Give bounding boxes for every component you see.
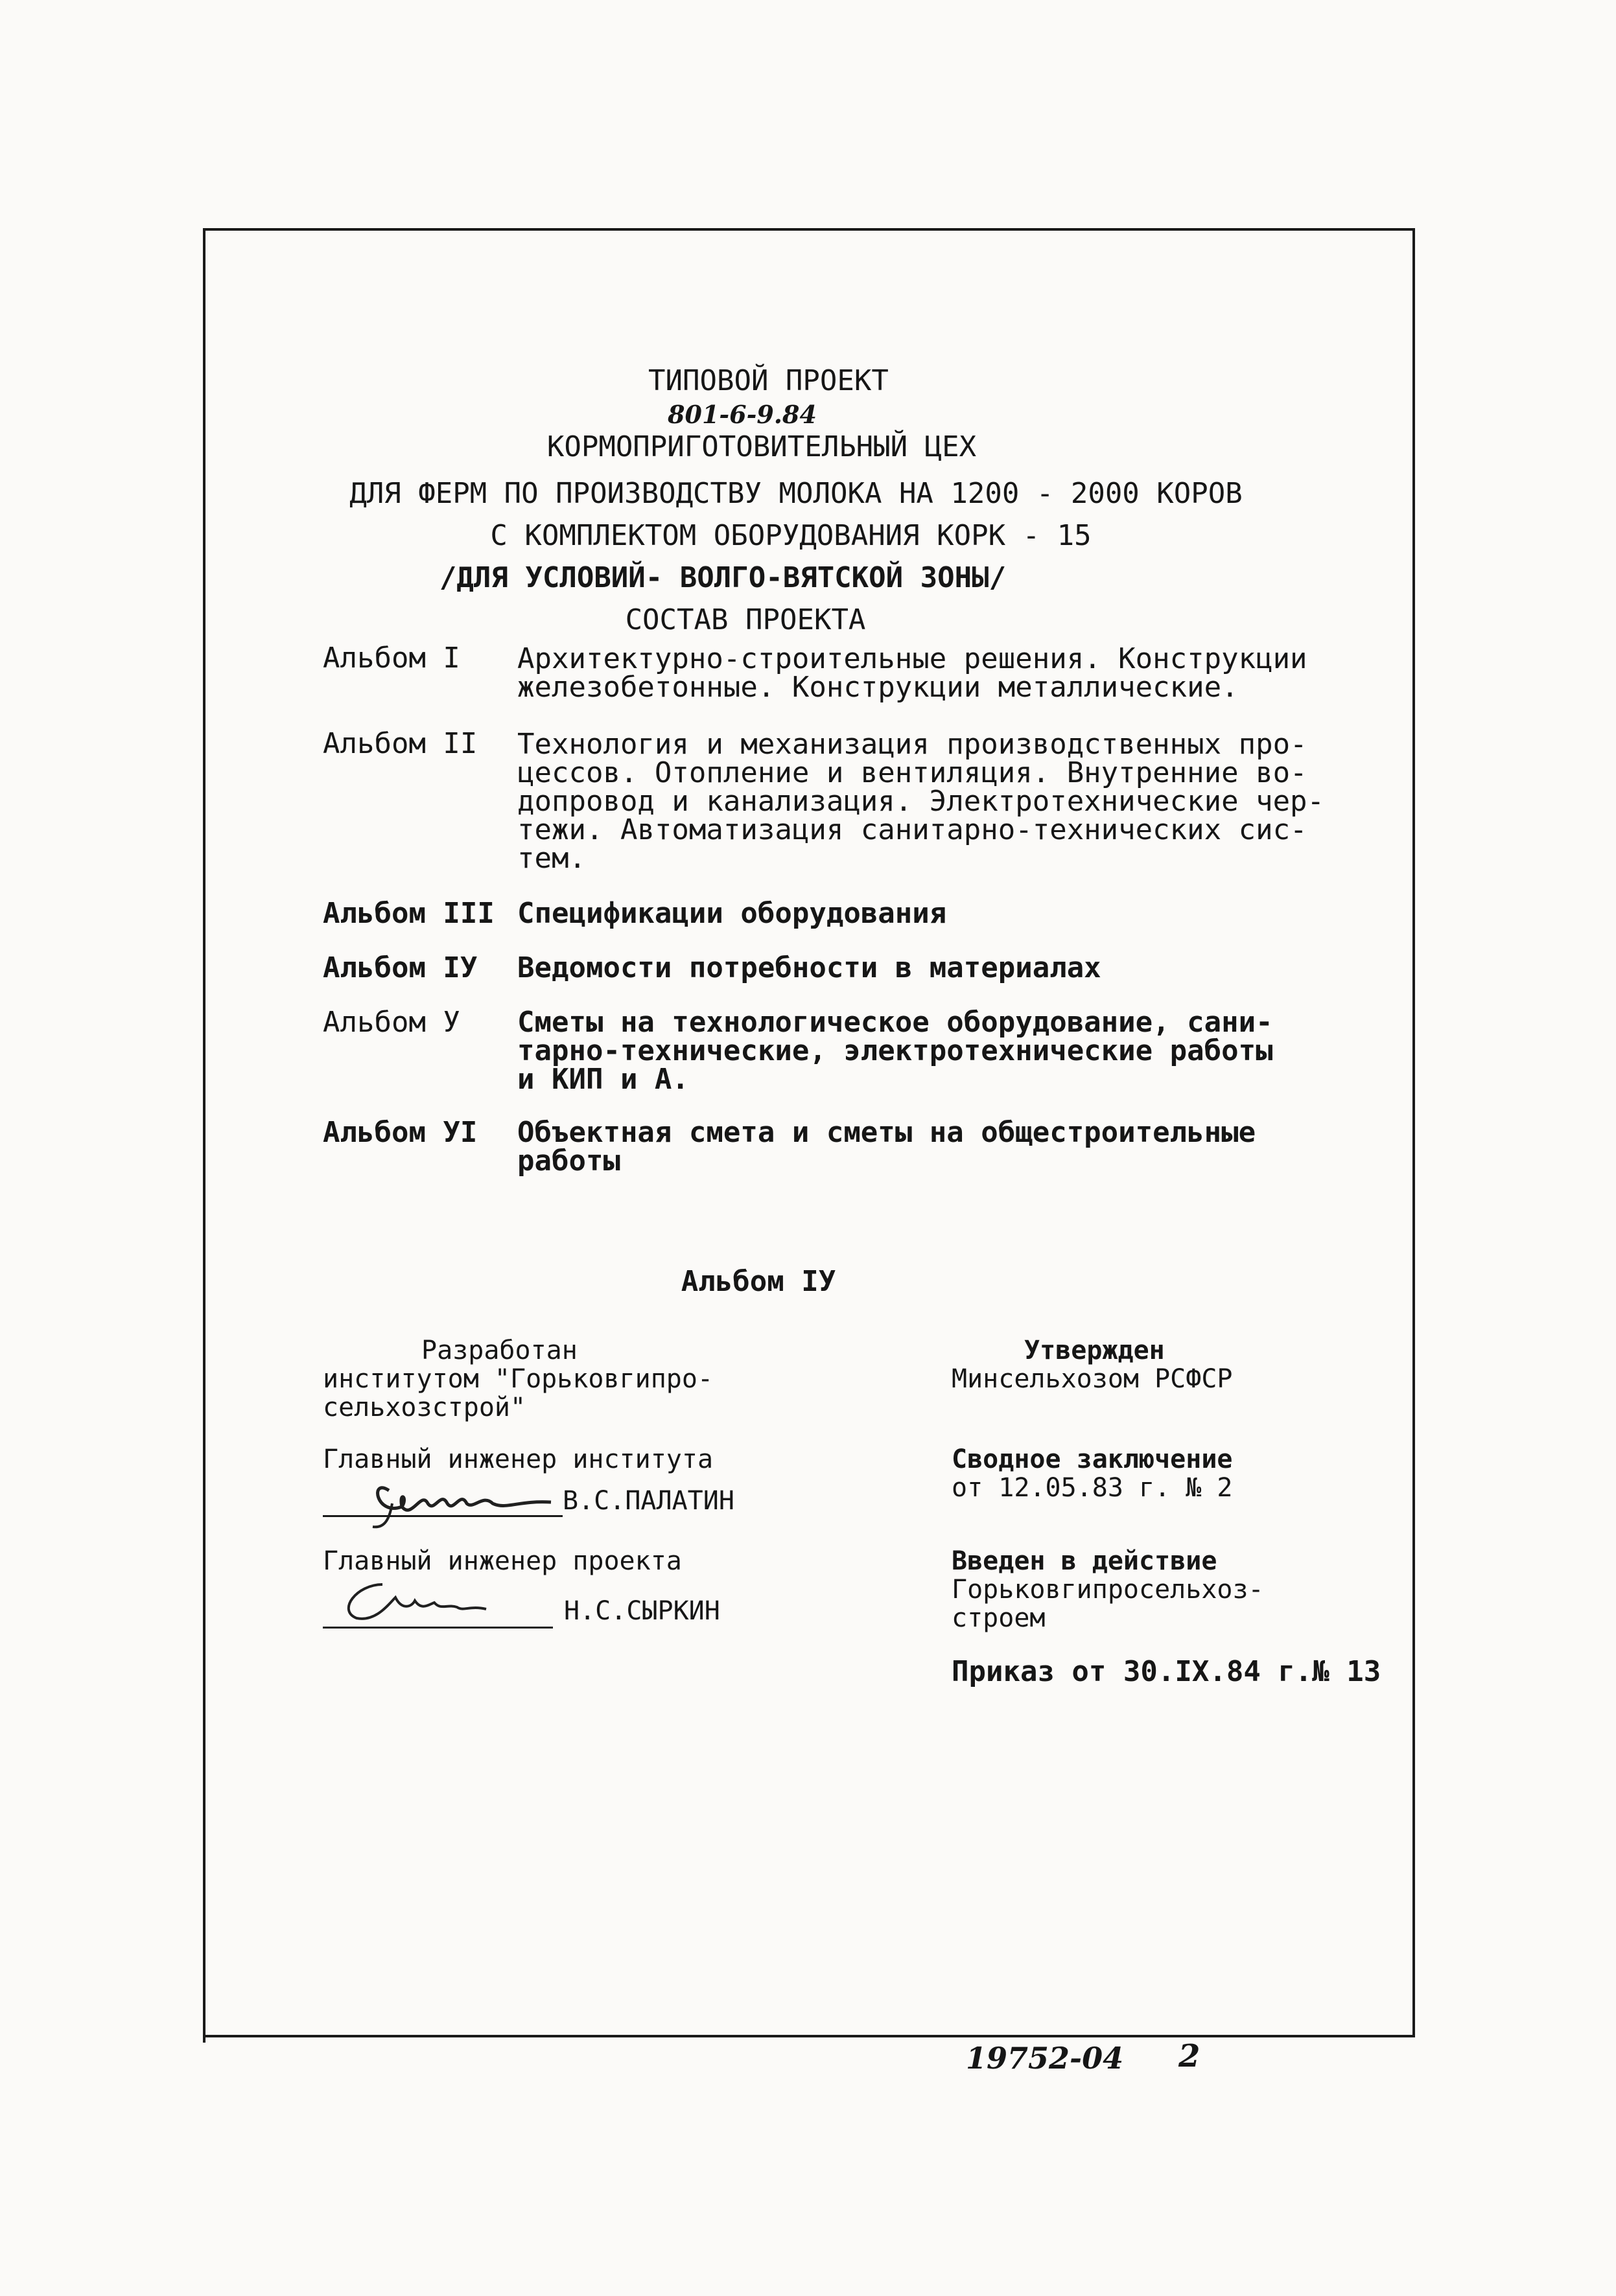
album-description: Спецификации оборудования (517, 897, 947, 930)
developer-institute: институтом "Горьковгипро- (323, 1364, 714, 1394)
chief-engineer-signature (363, 1471, 557, 1529)
page-number: 2 (1178, 2038, 1200, 2074)
approval-ministry: Минсельхозом РСФСР (952, 1364, 1233, 1394)
album-description: Архитектурно-строительные решения. Конструкции железобетонные. Конструкции металлические. (517, 642, 1307, 704)
enacted-by: Горьковгипросельхоз- (952, 1575, 1264, 1605)
album-description: Сметы на технологическое оборудование, сани- тарно-технические, электротехнические работы и КИП и А. (517, 1006, 1273, 1096)
doc-subtitle: КОРМОПРИГОТОВИТЕЛЬНЫЙ ЦЕХ (546, 430, 977, 463)
current-album: Альбом IУ (681, 1265, 836, 1298)
project-engineer-name: Н.С.СЫРКИН (564, 1596, 720, 1626)
developer-heading: Разработан (421, 1336, 578, 1365)
album-description: Технология и механизация производственных про- цессов. Отопление и вентиляция. Внутренние во- допровод и канализация. Электротехнические чер- тежи. Автоматизация санитарно-технических сис- тем. (517, 728, 1325, 875)
album-label: Альбом УI (323, 1116, 478, 1149)
doc-line4: /ДЛЯ УСЛОВИЙ- ВОЛГО-ВЯТСКОЙ ЗОНЫ/ (439, 561, 1007, 594)
album-label: Альбом II (323, 727, 478, 760)
album-label: Альбом I (323, 642, 460, 675)
project-engineer-signature-line (323, 1627, 553, 1629)
album-description: Объектная смета и сметы на общестроительные работы (517, 1116, 1256, 1177)
album-label: Альбом У (323, 1006, 460, 1039)
project-engineer-title: Главный инженер проекта (323, 1546, 682, 1576)
chief-engineer-name: В.С.ПАЛАТИН (563, 1486, 734, 1516)
enacted-by-cont: строем (952, 1603, 1046, 1633)
album-description: Ведомости потребности в материалах (517, 951, 1101, 984)
composition-heading: СОСТАВ ПРОЕКТА (625, 603, 866, 636)
chief-engineer-title: Главный инженер института (323, 1444, 714, 1474)
chief-engineer-signature-line (323, 1515, 563, 1517)
album-label: Альбом IУ (323, 951, 478, 984)
project-engineer-signature (331, 1578, 545, 1630)
conclusion-heading: Сводное заключение (952, 1444, 1233, 1474)
doc-title: ТИПОВОЙ ПРОЕКТ (648, 364, 889, 397)
order-line: Приказ от 30.IX.84 г.№ 13 (952, 1655, 1381, 1688)
developer-institute-cont: сельхозстрой" (323, 1393, 526, 1422)
approval-heading: Утвержден (1024, 1336, 1165, 1365)
enacted-heading: Введен в действие (952, 1546, 1217, 1576)
conclusion-date: от 12.05.83 г. № 2 (952, 1473, 1233, 1503)
project-number: 801-6-9.84 (668, 400, 817, 429)
doc-number: 19752-04 (966, 2041, 1124, 2076)
doc-line2: ДЛЯ ФЕРМ ПО ПРОИЗВОДСТВУ МОЛОКА НА 1200 - 2000 КОРОВ (349, 477, 1243, 510)
album-label: Альбом III (323, 897, 495, 930)
doc-line3: С КОМПЛЕКТОМ ОБОРУДОВАНИЯ КОРК - 15 (490, 519, 1092, 552)
